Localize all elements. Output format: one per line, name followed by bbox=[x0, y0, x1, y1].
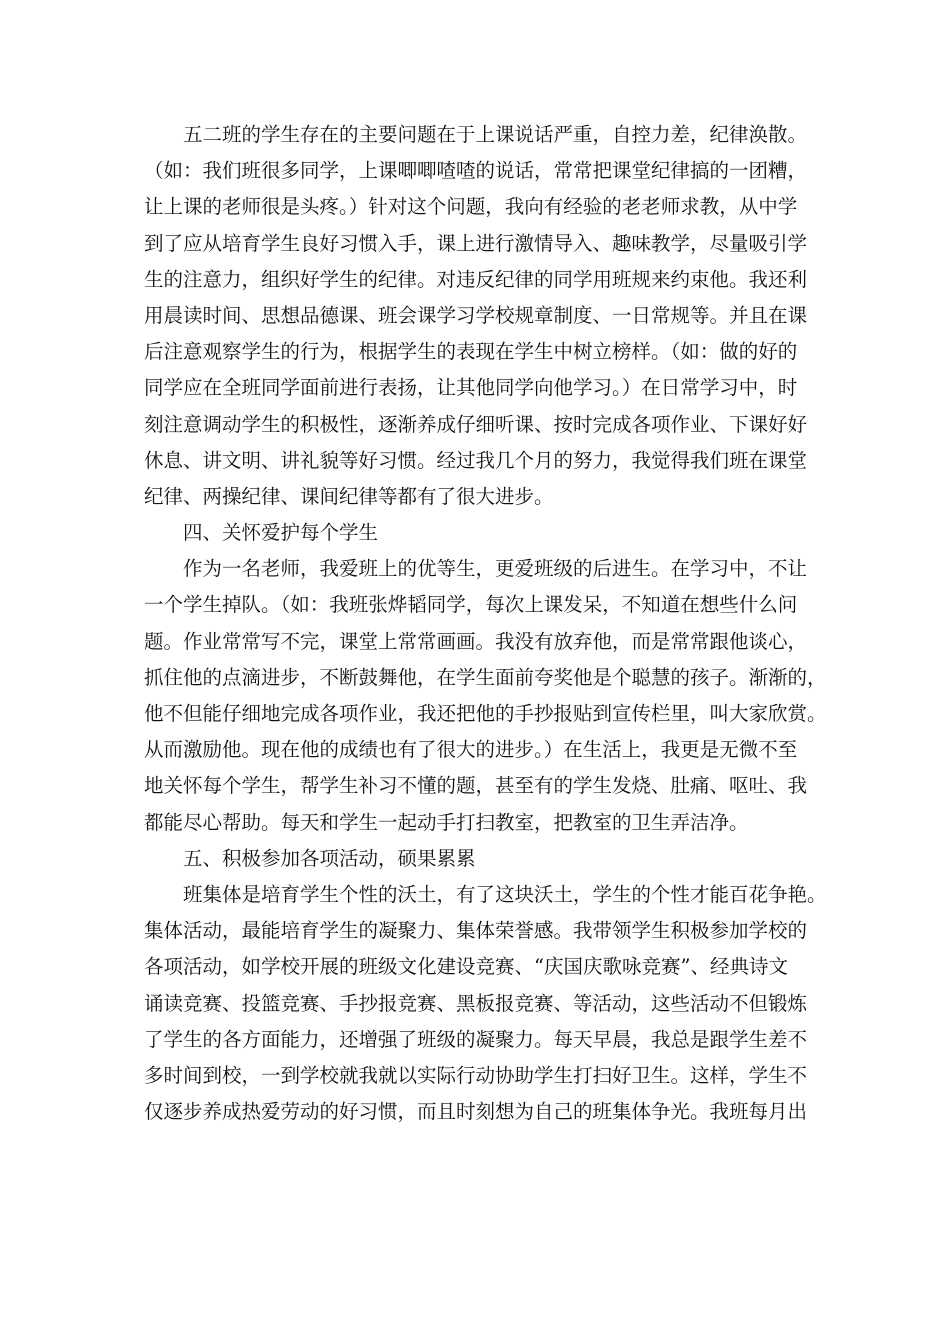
paragraph-line: 他不但能仔细地完成各项作业，我还把他的手抄报贴到宣传栏里，叫大家欣赏。 bbox=[144, 702, 827, 725]
paragraph-line: 生的注意力，组织好学生的纪律。对违反纪律的同学用班规来约束他。我还利 bbox=[144, 267, 808, 291]
paragraph-line: 用晨读时间、思想品德课、班会课学习学校规章制度、一日常规等。并且在课 bbox=[144, 303, 808, 327]
paragraph-line: 都能尽心帮助。每天和学生一起动手打扫教室，把教室的卫生弄洁净。 bbox=[144, 810, 749, 834]
paragraph-line: 地关怀每个学生，帮学生补习不懂的题，甚至有的学生发烧、肚痛、呕吐、我 bbox=[144, 774, 808, 798]
paragraph-line: 一个学生掉队。（如：我班张烨韬同学，每次上课发呆，不知道在想些什么问 bbox=[144, 593, 798, 617]
paragraph-line: 多时间到校，一到学校就我就以实际行动协助学生打扫好卫生。这样，学生不 bbox=[144, 1063, 808, 1087]
paragraph-line: 从而激励他。现在他的成绩也有了很大的进步。）在生活上，我更是无微不至 bbox=[144, 738, 798, 762]
paragraph-line: 抓住他的点滴进步，不断鼓舞他，在学生面前夸奖他是个聪慧的孩子。渐渐的， bbox=[144, 665, 827, 689]
paragraph-line: 题。作业常常写不完，课堂上常常画画。我没有放弃他，而是常常跟他谈心， bbox=[144, 629, 808, 653]
paragraph-line: 让上课的老师很是头疼。）针对这个问题，我向有经验的老老师求教，从中学 bbox=[144, 195, 798, 219]
document-body bbox=[144, 117, 827, 1130]
paragraph-line: 作为一名老师，我爱班上的优等生，更爱班级的后进生。在学习中，不让 bbox=[183, 557, 808, 581]
paragraph-line: 班集体是培育学生个性的沃土，有了这块沃土，学生的个性才能百花争艳。 bbox=[183, 882, 827, 906]
paragraph-line: 刻注意调动学生的积极性，逐渐养成仔细听课、按时完成各项作业、下课好好 bbox=[144, 412, 808, 436]
paragraph-line: 集体活动，最能培育学生的凝聚力、集体荣誉感。我带领学生积极参加学校的 bbox=[144, 919, 808, 943]
paragraph-line: 休息、讲文明、讲礼貌等好习惯。经过我几个月的努力，我觉得我们班在课堂 bbox=[144, 448, 808, 472]
section-heading: 五、积极参加各项活动，硕果累累 bbox=[183, 846, 476, 870]
paragraph-line: 纪律、两操纪律、课间纪律等都有了很大进步。 bbox=[144, 484, 554, 508]
paragraph-line: 了学生的各方面能力，还增强了班级的凝聚力。每天早晨，我总是跟学生差不 bbox=[144, 1027, 808, 1051]
section-heading: 四、关怀爱护每个学生 bbox=[183, 521, 379, 545]
paragraph-line: 仅逐步养成热爱劳动的好习惯，而且时刻想为自己的班集体争光。我班每月出 bbox=[144, 1100, 808, 1124]
paragraph-line: （如：我们班很多同学，上课唧唧喳喳的说话，常常把课堂纪律搞的一团糟， bbox=[144, 159, 808, 183]
paragraph-line: 五二班的学生存在的主要问题在于上课说话严重，自控力差，纪律涣散。 bbox=[183, 123, 808, 146]
paragraph-line: 各项活动，如学校开展的班级文化建设竞赛、“庆国庆歌咏竞赛”、经典诗文 bbox=[144, 955, 788, 979]
paragraph-line: 同学应在全班同学面前进行表扬，让其他同学向他学习。）在日常学习中，时 bbox=[144, 376, 798, 400]
paragraph-line: 后注意观察学生的行为，根据学生的表现在学生中树立榜样。（如：做的好的 bbox=[144, 340, 798, 364]
paragraph-line: 到了应从培育学生良好习惯入手，课上进行激情导入、趣味教学，尽量吸引学 bbox=[144, 231, 808, 255]
paragraph-line: 诵读竞赛、投篮竞赛、手抄报竞赛、黑板报竞赛、等活动，这些活动不但锻炼 bbox=[144, 991, 808, 1015]
